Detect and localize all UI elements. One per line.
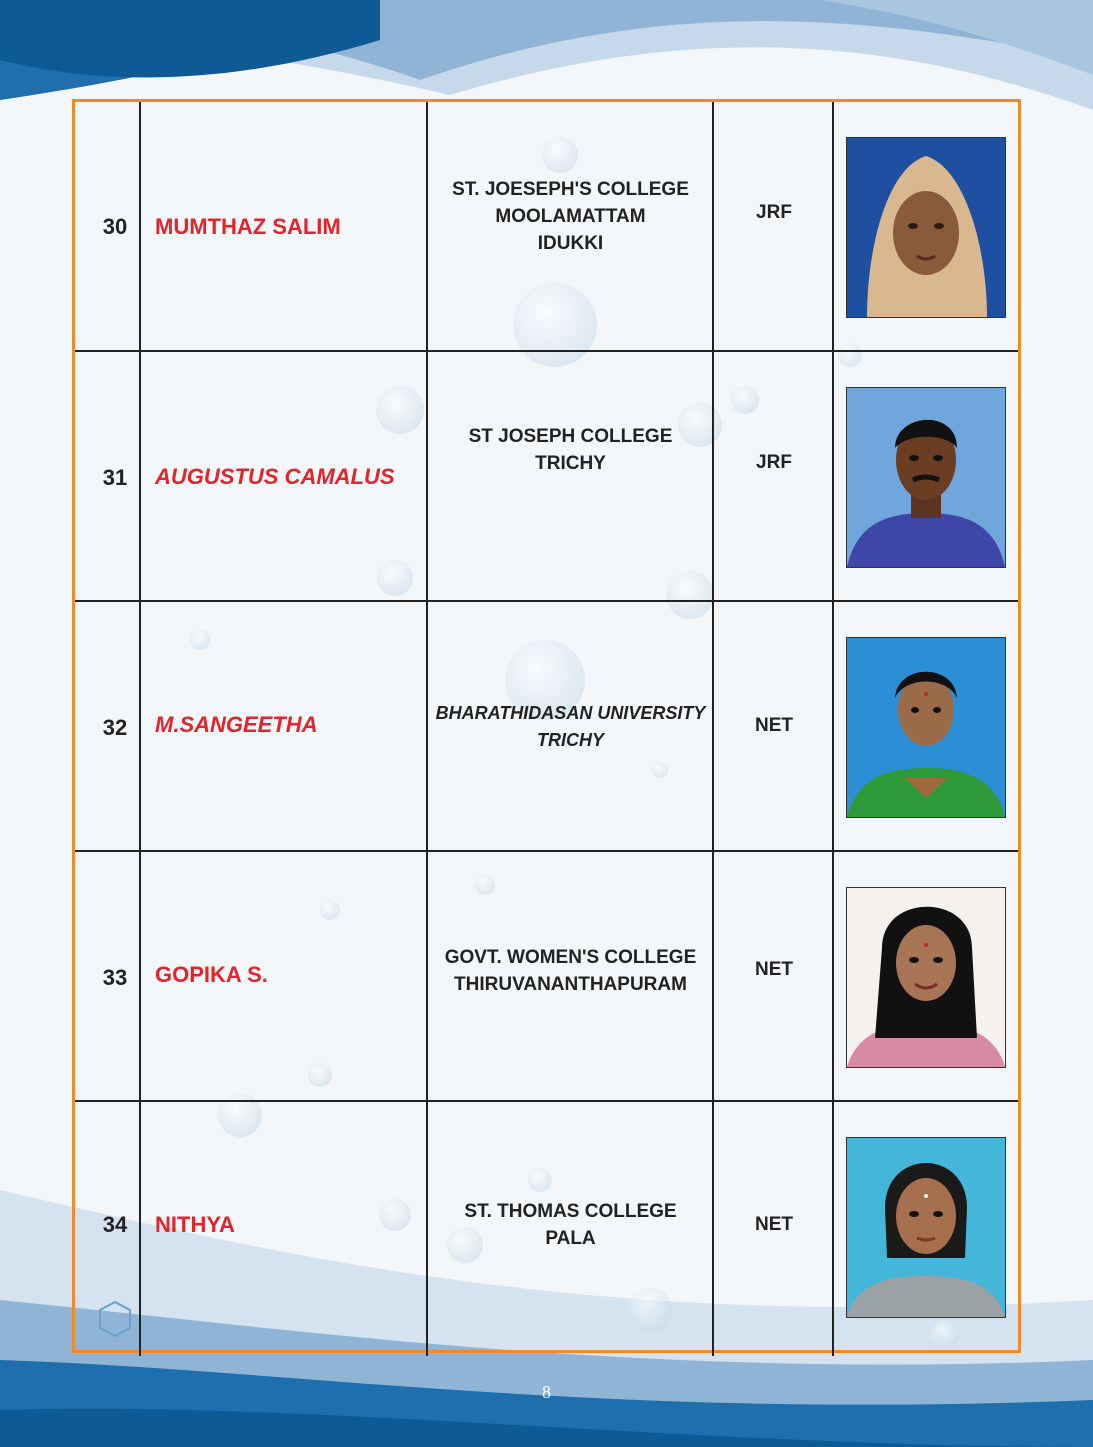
student-name: MUMTHAZ SALIM bbox=[155, 214, 341, 239]
page-number: 8 bbox=[542, 1382, 551, 1402]
person-photo-female-icon bbox=[846, 637, 1006, 818]
serial-number: 30 bbox=[102, 214, 128, 239]
qualification: NET bbox=[755, 959, 793, 980]
table-row bbox=[75, 102, 1018, 352]
serial-number: 33 bbox=[102, 965, 128, 990]
person-photo-male-icon bbox=[846, 387, 1006, 568]
college-name: BHARATHIDASAN UNIVERSITY TRICHY bbox=[435, 703, 706, 750]
achievers-table bbox=[72, 99, 1021, 1353]
serial-number: 31 bbox=[102, 465, 128, 490]
person-photo-female-icon bbox=[846, 887, 1006, 1068]
college-name: ST. THOMAS COLLEGE PALA bbox=[464, 1201, 677, 1249]
photo-cell bbox=[834, 1102, 1018, 1352]
qualification: JRF bbox=[756, 452, 792, 473]
table-row bbox=[75, 352, 1018, 602]
table-row bbox=[75, 1102, 1018, 1352]
serial-number: 34 bbox=[102, 1212, 128, 1237]
table-row bbox=[75, 852, 1018, 1102]
student-name: AUGUSTUS CAMALUS bbox=[155, 464, 395, 489]
college-name: GOVT. WOMEN'S COLLEGE THIRUVANANTHAPURAM bbox=[444, 947, 697, 995]
college-name: ST JOSEPH COLLEGE TRICHY bbox=[468, 426, 673, 474]
qualification: NET bbox=[755, 715, 793, 736]
college-name: ST. JOESEPH'S COLLEGE MOOLAMATTAM IDUKKI bbox=[452, 178, 689, 254]
serial-number: 32 bbox=[102, 715, 128, 740]
student-name: M.SANGEETHA bbox=[155, 712, 318, 737]
photo-cell bbox=[834, 602, 1018, 852]
table-row bbox=[75, 602, 1018, 852]
photo-cell bbox=[834, 352, 1018, 602]
photo-cell bbox=[834, 102, 1018, 352]
person-photo-female-icon bbox=[846, 1137, 1006, 1318]
person-photo-hijab-icon bbox=[846, 137, 1006, 318]
student-name: GOPIKA S. bbox=[155, 962, 268, 987]
qualification: NET bbox=[755, 1214, 793, 1235]
qualification: JRF bbox=[756, 202, 792, 223]
photo-cell bbox=[834, 852, 1018, 1102]
student-name: NITHYA bbox=[155, 1212, 235, 1237]
